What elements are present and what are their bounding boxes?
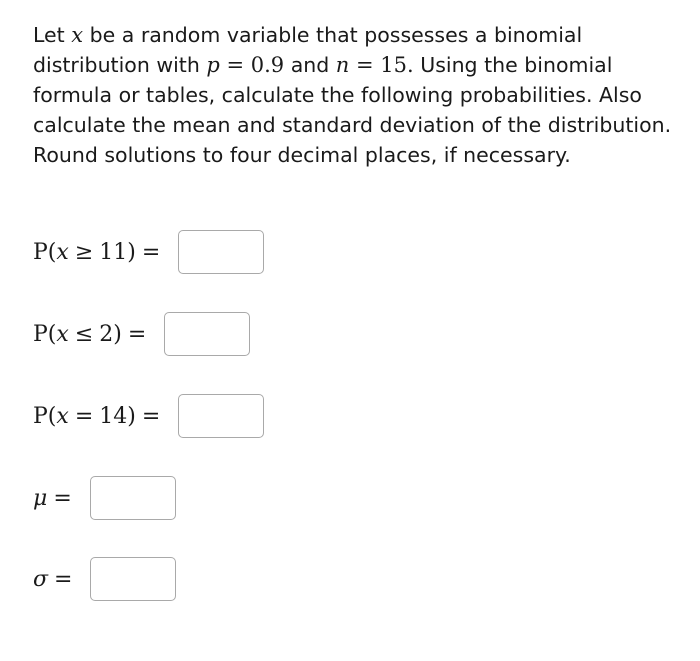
std-dev-label: σ =: [33, 566, 73, 592]
problem-text-1: Let: [33, 23, 72, 47]
answer-input-p-ge-11[interactable]: [178, 230, 264, 274]
answer-input-p-le-2[interactable]: [164, 312, 250, 356]
mean-label: μ =: [33, 485, 72, 511]
answer-input-mean[interactable]: [90, 476, 176, 520]
problem-text-3: and: [284, 53, 336, 77]
p-equation: p = 0.9: [206, 53, 285, 77]
question-p-eq-14: [33, 394, 264, 438]
question-p-le-2: [33, 312, 250, 356]
question-p-eq-14-label: P(x = 14) =: [33, 403, 161, 429]
answer-input-p-eq-14[interactable]: [178, 394, 264, 438]
question-p-ge-11-label: P(x ≥ 11) =: [33, 239, 161, 265]
problem-text-4: Using the binomial formula or tables, calculate the following probabilities. Also calculate the mean and standard deviation of the distribution. Round solutions to four decimal places, if necessary.: [33, 53, 672, 167]
n-equation: n = 15.: [335, 53, 414, 77]
variable-x: x: [71, 23, 84, 47]
question-p-le-2-label: P(x ≤ 2) =: [33, 321, 147, 347]
question-std-dev: [33, 557, 176, 601]
problem-text-2: be a random variable that possesses a binomial distribution with: [33, 23, 583, 77]
answer-input-std-dev[interactable]: [90, 557, 176, 601]
question-mean: [33, 476, 176, 520]
problem-statement: [33, 20, 673, 170]
question-p-ge-11: [33, 230, 264, 274]
